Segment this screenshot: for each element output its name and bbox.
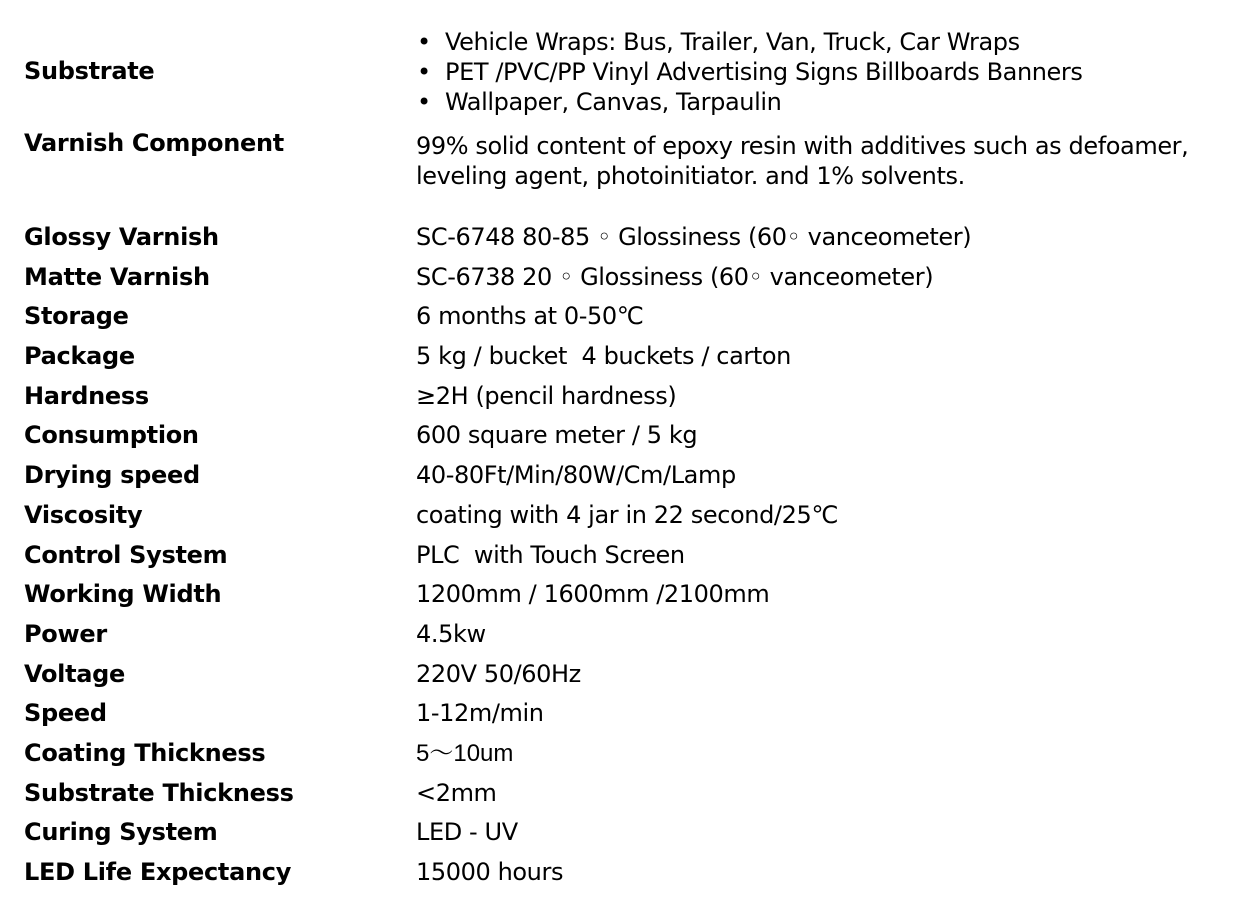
spec-row-varnish-component [24, 128, 1224, 218]
spec-row-matte-varnish [24, 258, 1224, 298]
spec-label: Curing System [24, 818, 218, 847]
spec-row-curing-system [24, 813, 1224, 853]
spec-label: Package [24, 342, 135, 371]
spec-value: coating with 4 jar in 22 second/25℃ [416, 500, 838, 529]
bullet-icon: • [417, 88, 431, 116]
spec-row-drying-speed [24, 456, 1224, 496]
spec-label: Control System [24, 540, 228, 569]
substrate-list [416, 27, 1224, 117]
spec-row-speed [24, 694, 1224, 734]
spec-value: 5～10um [416, 739, 514, 767]
list-item-text: PET /PVC/PP Vinyl Advertising Signs Billboards Banners [445, 58, 1083, 86]
spec-label: Varnish Component [24, 129, 284, 157]
spec-label: Matte Varnish [24, 262, 210, 291]
spec-row-viscosity [24, 496, 1224, 536]
spec-value: 4.5kw [416, 619, 486, 648]
spec-value: 220V 50/60Hz [416, 659, 581, 688]
list-item [416, 27, 1224, 57]
spec-value: 5 kg / bucket 4 buckets / carton [416, 342, 791, 371]
spec-value: 600 square meter / 5 kg [416, 421, 698, 450]
spec-row-led-life-expectancy [24, 853, 1224, 893]
list-item-text: Wallpaper, Canvas, Tarpaulin [445, 88, 782, 116]
spec-label: Working Width [24, 580, 222, 609]
spec-label: Glossy Varnish [24, 223, 219, 251]
spec-value: SC-6748 80-85 ◦ Glossiness (60◦ vanceometer) [416, 223, 972, 251]
spec-label: Power [24, 619, 107, 648]
spec-row-substrate-thickness [24, 774, 1224, 814]
spec-value-line: 99% solid content of epoxy resin with additives such as defoamer, [416, 132, 1189, 160]
bullet-icon: • [417, 28, 431, 56]
spec-row-power [24, 615, 1224, 655]
spec-value: <2mm [416, 778, 497, 807]
spec-value: LED - UV [416, 818, 518, 847]
spec-label: Viscosity [24, 500, 143, 529]
spec-label: Voltage [24, 659, 126, 688]
spec-label: Substrate [24, 57, 155, 85]
spec-row-control-system [24, 536, 1224, 576]
spec-label: Coating Thickness [24, 738, 266, 767]
bullet-icon: • [417, 58, 431, 86]
spec-row-package [24, 337, 1224, 377]
spec-row-substrate [24, 27, 1224, 117]
spec-value: 1200mm / 1600mm /2100mm [416, 580, 770, 609]
spec-label: Consumption [24, 421, 199, 450]
spec-value: 40-80Ft/Min/80W/Cm/Lamp [416, 461, 736, 490]
spec-label: Substrate Thickness [24, 778, 294, 807]
spec-row-coating-thickness [24, 734, 1224, 774]
spec-label: Storage [24, 302, 129, 331]
spec-label: LED Life Expectancy [24, 858, 292, 886]
spec-value [416, 128, 1224, 191]
spec-value: ≥2H (pencil hardness) [416, 381, 677, 410]
spec-row-hardness [24, 377, 1224, 417]
spec-value: 6 months at 0-50℃ [416, 302, 644, 331]
spec-row-working-width [24, 575, 1224, 615]
spec-value: SC-6738 20 ◦ Glossiness (60◦ vanceometer) [416, 262, 934, 291]
spec-label: Hardness [24, 381, 149, 410]
spec-value: 15000 hours [416, 858, 564, 886]
spec-value-line: leveling agent, photoinitiator. and 1% solvents. [416, 162, 965, 190]
spec-row-consumption [24, 416, 1224, 456]
spec-value: PLC with Touch Screen [416, 540, 685, 569]
spec-rows [24, 218, 1224, 893]
spec-row-voltage [24, 655, 1224, 695]
spec-row-glossy-varnish [24, 218, 1224, 258]
spec-label: Drying speed [24, 461, 200, 490]
spec-label: Speed [24, 699, 107, 728]
spec-table [24, 27, 1224, 893]
list-item-text: Vehicle Wraps: Bus, Trailer, Van, Truck, Car Wraps [445, 28, 1020, 56]
spec-value: 1-12m/min [416, 699, 544, 728]
list-item [416, 57, 1224, 87]
list-item [416, 87, 1224, 117]
spec-row-storage [24, 297, 1224, 337]
